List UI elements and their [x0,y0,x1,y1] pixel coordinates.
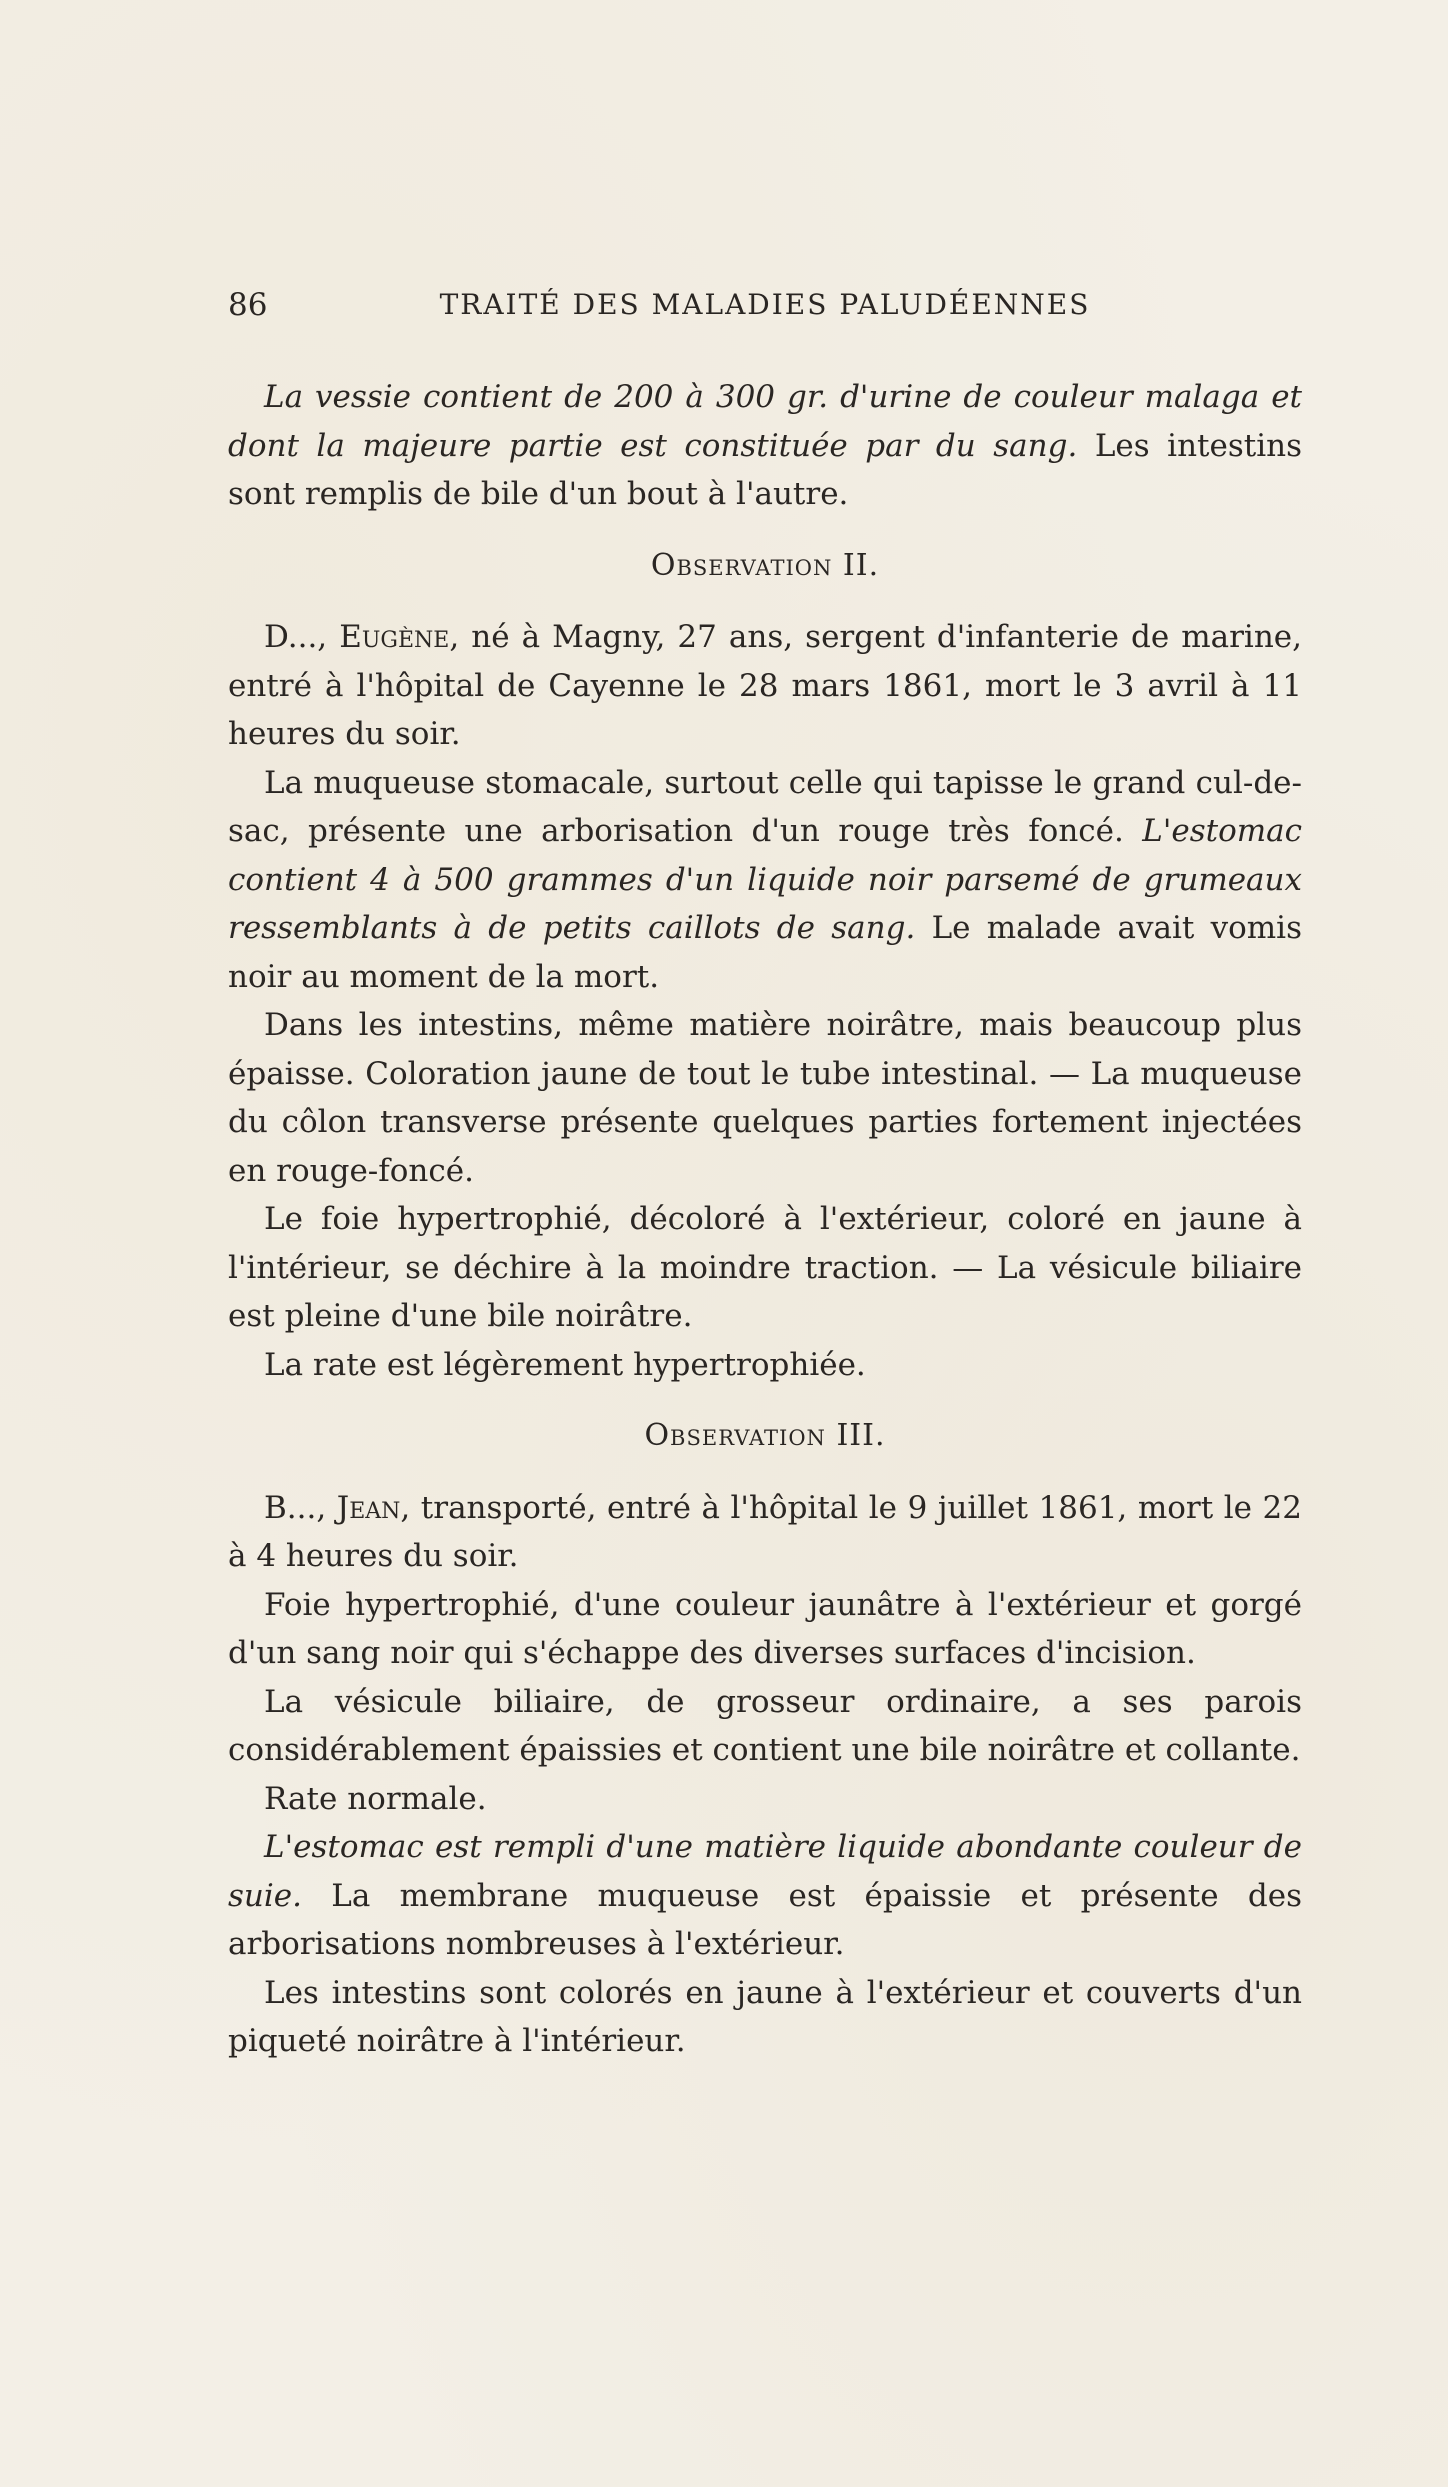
page-number: 86 [228,287,268,323]
paragraph: La rate est légèrement hypertrophiée. [264,1346,866,1383]
paragraph-text: La membrane muqueuse est épaissie et présente des arborisations nombreuses à l'extérieur. [228,1877,1302,1962]
paragraph [228,613,1302,759]
paragraph: Le foie hypertrophié, décoloré à l'extérieur, coloré en jaune à l'intérieur, se déchire à la moindre traction. — La vésicule biliaire est pleine d'une bile noirâtre. [228,1201,1302,1334]
paragraph-text: Les intestins sont remplis de bile d'un bout à l'autre. [228,427,1303,512]
paragraph [228,1484,1302,1581]
paragraph [228,373,1302,519]
observation-heading: Observation II. [650,547,880,583]
paragraph [228,759,1302,1002]
italic-text: L'estomac est rempli d'une matière liquide abondante couleur de suie. [228,1829,1302,1914]
paragraph: Les intestins sont colorés en jaune à l'extérieur et couverts d'un piqueté noirâtre à l'intérieur. [228,1974,1302,2059]
patient-name: Eugène [339,619,450,655]
patient-initial: D..., [264,619,340,655]
patient-initial: B..., [264,1489,337,1526]
paragraph-text: , transporté, entré à l'hôpital le 9 juillet 1861, mort le 22 à 4 heures du soir. [228,1489,1302,1574]
paragraph: Foie hypertrophié, d'une couleur jaunâtre à l'extérieur et gorgé d'un sang noir qui s'échappe des diverses surfaces d'incision. [228,1586,1302,1671]
patient-name: Jean [336,1489,401,1526]
paragraph-text: La muqueuse stomacale, surtout celle qui tapisse le grand cul-de-sac, présente une arborisation d'un rouge très foncé. [228,764,1302,849]
paragraph [228,1823,1302,1969]
paragraph-text: Le malade avait vomis noir au moment de la mort. [228,910,1302,995]
italic-text: L'estomac contient 4 à 500 grammes d'un liquide noir parsemé de grumeaux ressemblants à de petits caillots de sang. [228,813,1302,946]
paragraph-text: , né à Magny, 27 ans, sergent d'infanterie de marine, entré à l'hôpital de Cayenne le 28 mars 1861, mort le 3 avril à 11 heures du soir. [228,619,1302,752]
paragraph: La vésicule biliaire, de grosseur ordinaire, a ses parois considérablement épaissies et contient une bile noirâtre et collante. [228,1683,1302,1768]
paragraph: Dans les intestins, même matière noirâtre, mais beaucoup plus épaisse. Coloration jaune de tout le tube intestinal. — La muqueuse du côlon transverse présente quelques parties fortement injectées en rouge-foncé. [228,1007,1302,1189]
running-head [228,285,1302,325]
observation-heading: Observation III. [644,1418,886,1453]
italic-text: La vessie contient de 200 à 300 gr. d'urine de couleur malaga et dont la majeure partie est constituée par du sang. [228,379,1302,464]
running-title: TRAITÉ DES MALADIES PALUDÉENNES [439,288,1091,321]
body-text [228,373,1302,2066]
paragraph: Rate normale. [264,1780,487,1817]
